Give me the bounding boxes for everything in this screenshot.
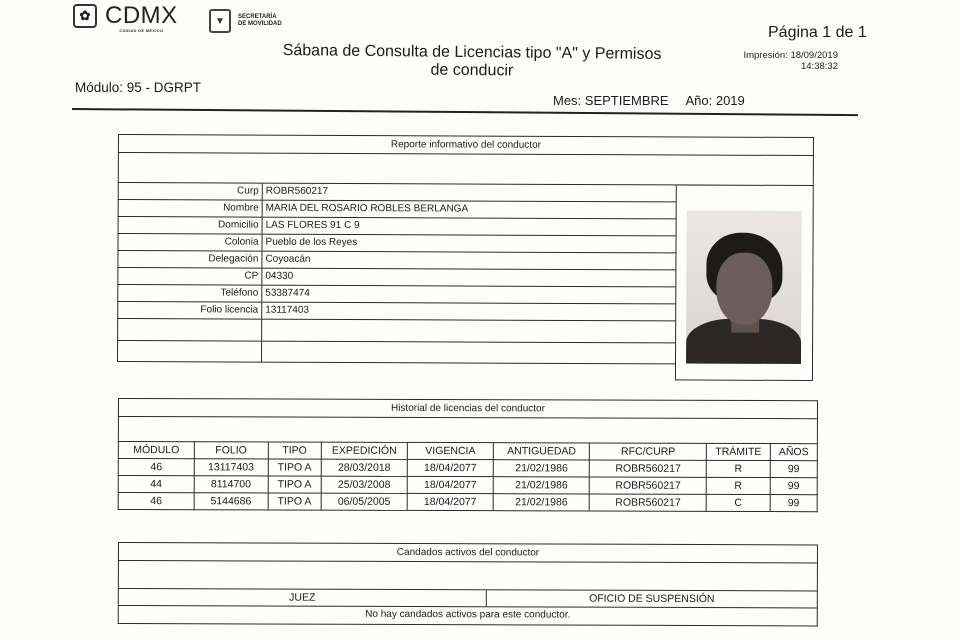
field-label: Nombre — [119, 200, 263, 217]
cell-tramite: R — [707, 460, 771, 477]
cdmx-logo-subtitle: CIUDAD DE MÉXICO — [119, 28, 164, 33]
field-empty — [117, 318, 675, 342]
anio-label: Año: 2019 — [685, 93, 745, 108]
cdmx-logo — [73, 4, 178, 34]
field-value: 13117403 — [265, 304, 310, 316]
active-locks — [118, 542, 818, 626]
field-label: Colonia — [118, 234, 262, 251]
field-nombre — [118, 199, 676, 218]
col-juez: JUEZ — [119, 589, 487, 606]
col-folio: FOLIO — [194, 442, 268, 459]
col-modulo: MÓDULO — [118, 442, 194, 459]
col-tipo: TIPO — [268, 442, 321, 459]
cell-antiguedad: 21/02/1986 — [493, 460, 589, 477]
cell-folio: 13117403 — [194, 459, 268, 476]
field-folio-licencia — [117, 301, 675, 320]
field-label: Domicilio — [119, 217, 263, 234]
print-info — [720, 50, 838, 72]
col-antiguedad: ANTIGÜEDAD — [493, 443, 589, 460]
cell-tipo: TIPO A — [268, 476, 321, 493]
cell-expedicion: 06/05/2005 — [321, 493, 407, 510]
field-value — [262, 342, 265, 362]
report-title-line2: de conducir — [430, 61, 514, 80]
field-value: 04330 — [265, 270, 294, 282]
semovi-line2: DE MOVILIDAD — [238, 21, 282, 27]
field-cp — [117, 267, 675, 286]
semovi-line1: SECRETARÍA — [238, 14, 277, 20]
field-value: Coyoacán — [265, 253, 311, 265]
field-label: Folio licencia — [118, 302, 262, 319]
field-label — [118, 319, 262, 341]
field-empty — [117, 340, 675, 364]
modulo-label: Módulo: 95 - DGRPT — [75, 80, 202, 95]
field-domicilio — [118, 216, 676, 235]
cell-rfc-curp: ROBR560217 — [590, 460, 707, 477]
header-divider — [72, 108, 858, 116]
conductor-spacer — [118, 152, 814, 185]
col-oficio-suspension: OFICIO DE SUSPENSIÓN — [589, 592, 715, 606]
field-value: Pueblo de los Reyes — [265, 236, 358, 249]
cell-antiguedad: 21/02/1986 — [493, 477, 589, 494]
table-row — [118, 459, 817, 478]
cell-rfc-curp: ROBR560217 — [590, 477, 707, 494]
col-tramite: TRÁMITE — [707, 443, 771, 460]
cell-anios: 99 — [770, 461, 817, 478]
history-spacer — [118, 417, 818, 443]
field-delegacion — [117, 250, 675, 269]
license-history — [118, 398, 818, 512]
cell-tramite: R — [706, 477, 770, 494]
field-label: Curp — [119, 183, 263, 200]
cell-folio: 5144686 — [194, 493, 268, 510]
cell-anios: 99 — [770, 478, 817, 495]
cdmx-logo-text: CDMX — [105, 2, 178, 29]
table-row — [118, 493, 817, 512]
report-title-line1: Sábana de Consulta de Licencias tipo "A" y Permisos — [282, 42, 662, 63]
cell-tipo: TIPO A — [268, 493, 321, 510]
history-header-row — [118, 442, 817, 461]
field-value: ROBR560217 — [265, 185, 329, 197]
conductor-fields — [117, 182, 676, 364]
field-value: LAS FLORES 91 C 9 — [265, 219, 360, 232]
field-label — [118, 341, 262, 362]
field-colonia — [117, 233, 675, 252]
cell-vigencia: 18/04/2077 — [407, 493, 493, 510]
driver-photo — [686, 210, 802, 364]
field-label: Delegación — [118, 251, 262, 268]
cell-antiguedad: 21/02/1986 — [493, 494, 589, 511]
semovi-logo — [209, 9, 282, 33]
col-rfc-curp: RFC/CURP — [590, 443, 707, 460]
locks-empty-message: No hay candados activos para este conductor. — [118, 606, 818, 626]
cell-modulo: 44 — [118, 476, 194, 493]
cell-anios: 99 — [770, 495, 817, 512]
field-telefono — [117, 284, 675, 303]
cell-modulo: 46 — [118, 459, 194, 476]
table-row — [118, 476, 817, 495]
cell-tramite: C — [706, 494, 770, 511]
cell-rfc-curp: ROBR560217 — [590, 494, 707, 511]
history-table — [118, 441, 818, 512]
field-value: MARIA DEL ROSARIO ROBLES BERLANGA — [265, 202, 469, 215]
field-label: CP — [118, 268, 262, 285]
print-date: Impresión: 18/09/2019 — [743, 50, 838, 61]
cell-modulo: 46 — [118, 493, 194, 510]
field-label: Teléfono — [118, 285, 262, 302]
page-number: Página 1 de 1 — [768, 24, 867, 41]
mes-label: Mes: SEPTIEMBRE — [553, 93, 669, 108]
period — [553, 93, 759, 108]
cell-folio: 8114700 — [194, 476, 268, 493]
field-curp — [118, 182, 676, 201]
cell-vigencia: 18/04/2077 — [407, 476, 493, 493]
col-vigencia: VIGENCIA — [407, 442, 493, 459]
cell-tipo: TIPO A — [268, 459, 321, 476]
print-time: 14:38:32 — [801, 61, 838, 72]
cell-vigencia: 18/04/2077 — [407, 459, 493, 476]
field-value — [262, 320, 265, 341]
semovi-emblem-icon: ▼ — [209, 9, 231, 33]
history-section-title: Historial de licencias del conductor — [118, 398, 818, 419]
photo-cell — [675, 184, 814, 381]
locks-section-title: Candados activos del conductor — [118, 542, 818, 563]
cell-expedicion: 25/03/2008 — [321, 476, 407, 493]
conductor-section-title: Reporte informativo del conductor — [118, 134, 814, 156]
col-expedicion: EXPEDICIÓN — [321, 442, 407, 459]
report-title — [262, 42, 682, 82]
field-value: 53387474 — [265, 287, 310, 299]
cdmx-emblem-icon: ✿ — [73, 4, 97, 28]
cell-expedicion: 28/03/2018 — [321, 459, 407, 476]
col-anios: AÑOS — [770, 444, 817, 461]
locks-spacer — [118, 561, 818, 590]
conductor-report — [117, 134, 814, 382]
